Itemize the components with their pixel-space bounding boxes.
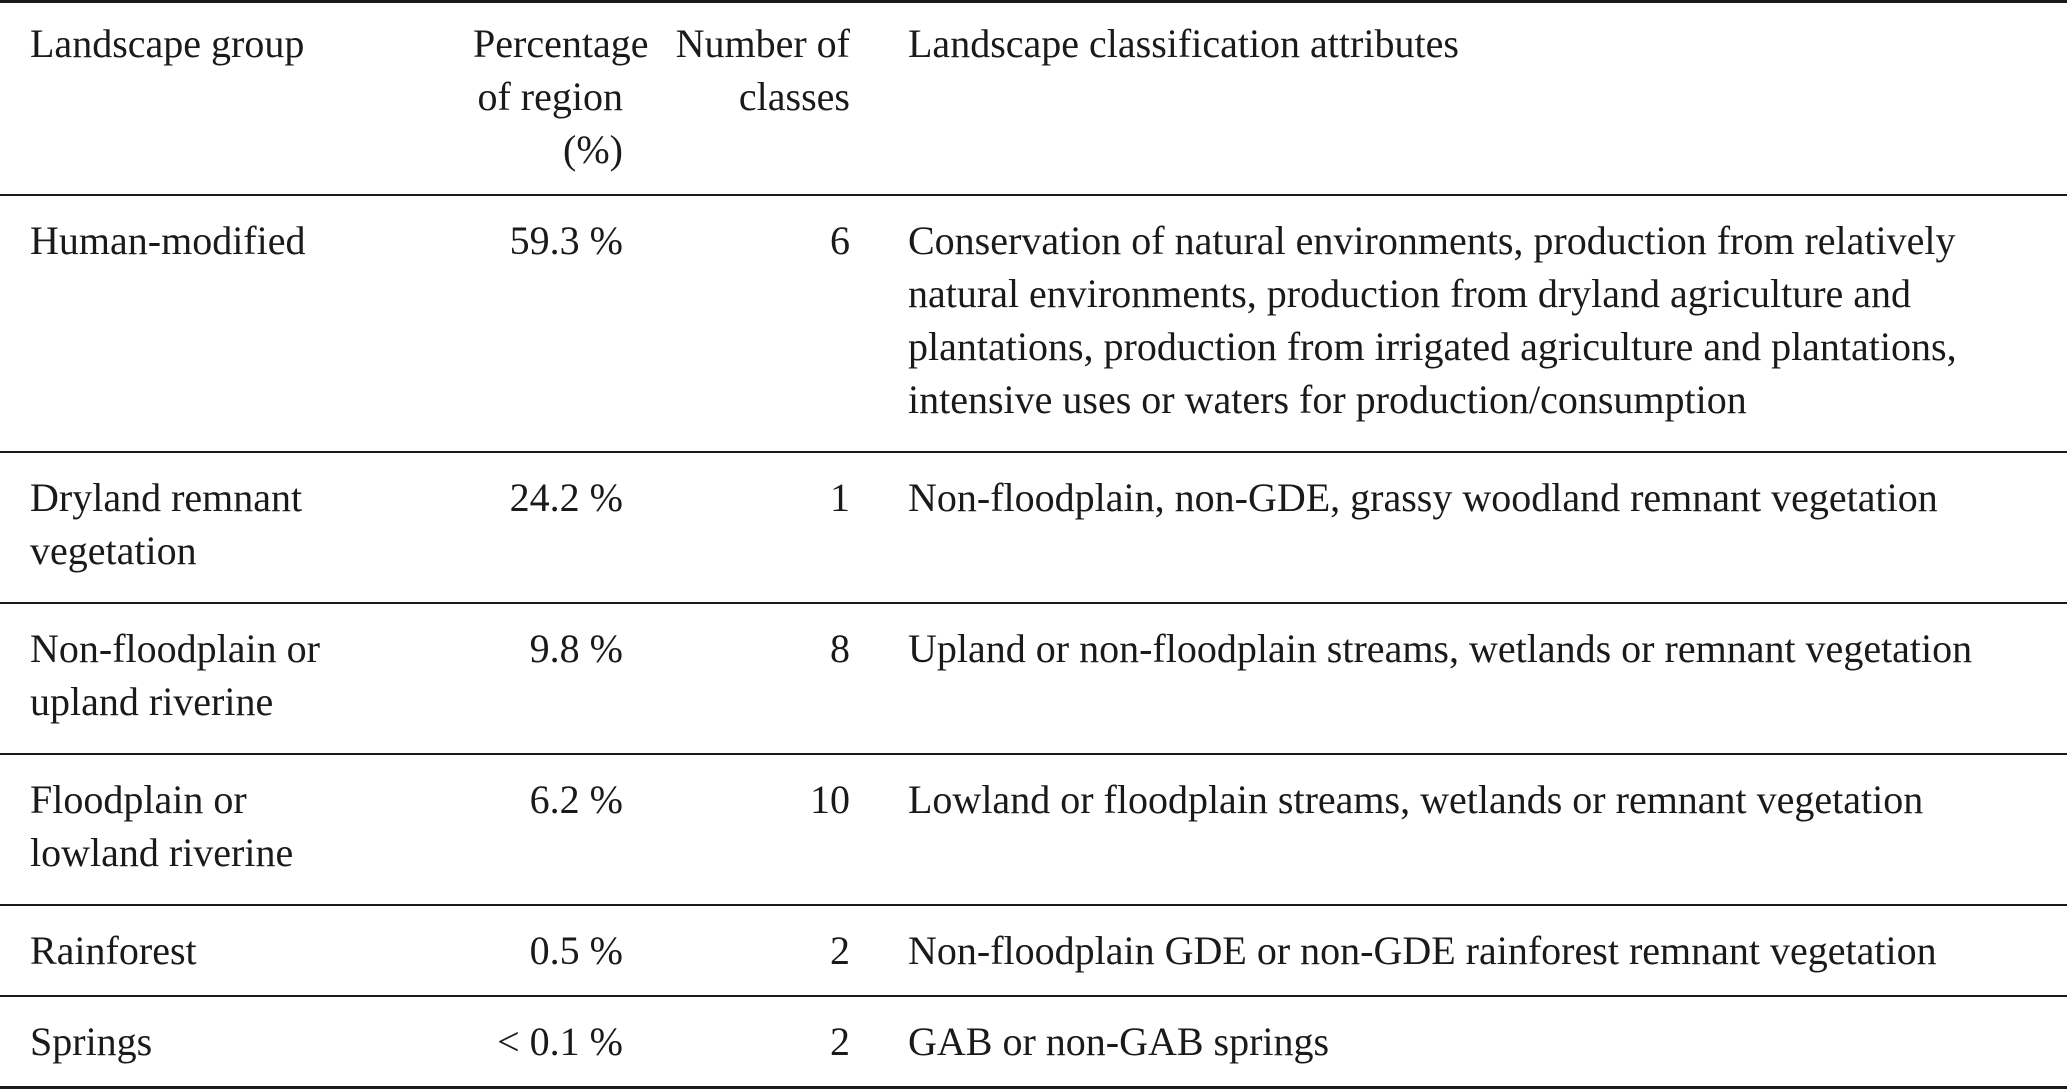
cell-attributes: Non-floodplain GDE or non-GDE rainforest remnant vegetation — [908, 928, 1937, 973]
cell-percentage: 0.5 % — [529, 928, 623, 973]
cell-attributes: Non-floodplain, non-GDE, grassy woodland remnant vegetation — [908, 475, 1938, 520]
cell-attributes: GAB or non-GAB springs — [908, 1019, 1330, 1064]
cell-attributes: Lowland or floodplain streams, wetlands or remnant vegetation — [908, 777, 1924, 822]
cell-group — [0, 452, 405, 603]
cell-group: Human-modified — [30, 218, 306, 263]
header-row — [0, 2, 2067, 196]
header-classes-label: Number of classes — [675, 21, 850, 119]
cell-percentage: < 0.1 % — [497, 1019, 623, 1064]
table-row — [0, 996, 2067, 1088]
table-row — [0, 754, 2067, 905]
table-row — [0, 452, 2067, 603]
table-row — [0, 603, 2067, 754]
cell-group — [0, 603, 405, 754]
header-number-of-classes — [623, 2, 850, 196]
table-body — [0, 195, 2067, 1088]
cell-percentage: 59.3 % — [509, 218, 623, 263]
cell-percentage: 9.8 % — [529, 626, 623, 671]
cell-attributes: Upland or non-floodplain streams, wetlands or remnant vegetation — [908, 626, 1973, 671]
header-percentage-label: Percentage of region (%) — [473, 21, 649, 172]
cell-group-text: Dryland remnant vegetation — [30, 475, 303, 573]
cell-group: Springs — [30, 1019, 153, 1064]
cell-group — [0, 754, 405, 905]
header-landscape-group: Landscape group — [30, 21, 305, 66]
cell-group-text: Non-floodplain or upland riverine — [30, 626, 320, 724]
table-row — [0, 195, 2067, 452]
cell-classes: 8 — [830, 626, 850, 671]
cell-classes: 2 — [830, 1019, 850, 1064]
cell-percentage: 6.2 % — [529, 777, 623, 822]
cell-attributes: Conservation of natural environments, production from relatively natural environments, production from dryland agriculture and plantations, production from irrigated agriculture and plantations, intensive uses or waters for production/consumption — [908, 218, 1957, 422]
cell-percentage: 24.2 % — [509, 475, 623, 520]
cell-classes: 6 — [830, 218, 850, 263]
cell-group: Rainforest — [30, 928, 197, 973]
table-row — [0, 905, 2067, 996]
cell-group-text: Floodplain or lowland riverine — [30, 777, 294, 875]
header-percentage — [405, 2, 649, 196]
cell-classes: 10 — [810, 777, 850, 822]
header-attributes: Landscape classification attributes — [908, 21, 1459, 66]
table-header — [0, 2, 2067, 196]
cell-classes: 2 — [830, 928, 850, 973]
cell-classes: 1 — [830, 475, 850, 520]
